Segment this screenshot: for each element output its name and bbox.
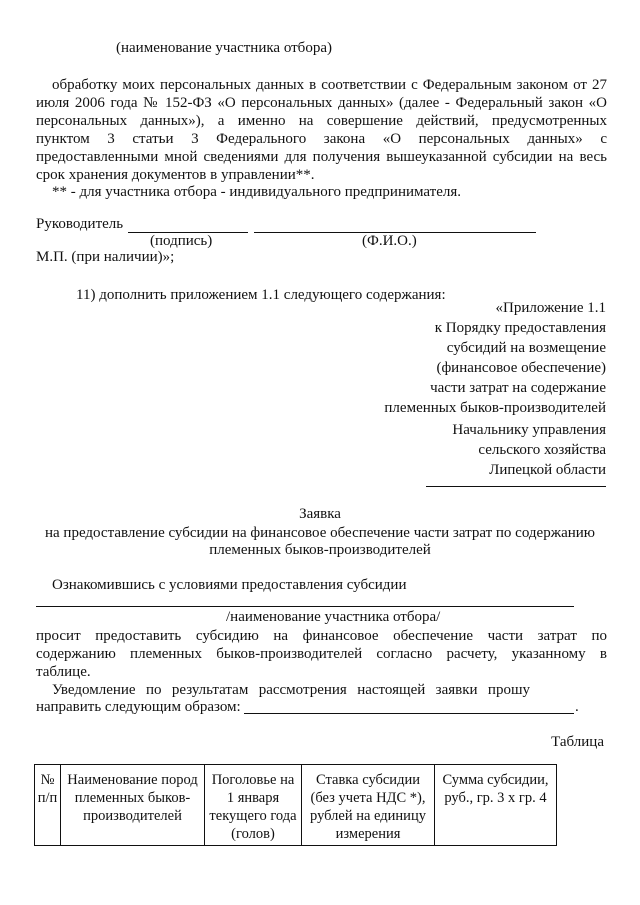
subsidy-table (34, 764, 557, 846)
participant-name-line[interactable] (36, 606, 574, 607)
notification-line: Уведомление по результатам рассмотрения настоящей заявки прошу (52, 682, 530, 698)
notification-end: . (575, 699, 579, 715)
appendix-line: части затрат на содержание (430, 380, 606, 396)
addressee-line: сельского хозяйства (478, 442, 606, 458)
fio-caption: (Ф.И.О.) (362, 233, 417, 249)
application-title: Заявка (299, 506, 341, 522)
appendix-line: субсидий на возмещение (446, 340, 606, 356)
application-subtitle: на предоставление субсидии на финансовое обеспечение части затрат по содержанию (45, 525, 595, 541)
appendix-line: «Приложение 1.1 (495, 300, 606, 316)
request-paragraph (36, 627, 607, 681)
addressee (452, 420, 606, 480)
head-label: Руководитель (36, 216, 124, 232)
appendix-line: к Порядку предоставления (434, 320, 606, 336)
table-header-row (35, 765, 557, 846)
participant-name-caption: (наименование участника отбора) (116, 40, 332, 56)
col-breed-header: Наименование пород племенных быков-производителей (61, 765, 205, 846)
acquainted-text: Ознакомившись с условиями предоставления субсидии (52, 577, 407, 593)
consent-line: июля 2006 года № 152-ФЗ «О персональных данных» (далее - Федеральный закон «О (36, 95, 607, 111)
appendix-header (384, 298, 606, 418)
col-headcount-header: Поголовье на 1 января текущего года (голов) (205, 765, 302, 846)
request-line: содержанию племенных быков-производителей согласно расчету, указанному в (36, 646, 607, 662)
col-rate-header: Ставка субсидии (без учета НДС *), рублей на единицу измерения (302, 765, 435, 846)
col-sum-header: Сумма субсидии, руб., гр. 3 х гр. 4 (435, 765, 557, 846)
consent-line: пунктом 3 статьи 3 Федерального закона «О персональных данных» с (36, 131, 607, 147)
seal-note: М.П. (при наличии)»; (36, 249, 175, 265)
consent-paragraph (36, 76, 607, 184)
table-label: Таблица (551, 734, 604, 750)
addressee-line: Начальнику управления (452, 422, 606, 438)
appendix-line: племенных быков-производителей (384, 400, 606, 416)
col-number-header: № п/п (35, 765, 61, 846)
footnote: ** - для участника отбора - индивидуального предпринимателя. (52, 184, 462, 200)
request-line: просит предоставить субсидию на финансовое обеспечение части затрат по (36, 628, 607, 644)
item-11-text: 11) дополнить приложением 1.1 следующего содержания: (76, 287, 446, 303)
addressee-name-line[interactable] (426, 486, 606, 487)
notification-paragraph (52, 681, 530, 699)
notification-line-2: направить следующим образом: (36, 699, 241, 715)
signature-caption: (подпись) (150, 233, 213, 249)
consent-line: обработку моих персональных данных в соответствии с Федеральным законом от 27 (52, 77, 607, 93)
appendix-line: (финансовое обеспечение) (436, 360, 606, 376)
notification-method-line[interactable] (244, 713, 574, 714)
participant-caption: /наименование участника отбора/ (226, 609, 441, 625)
addressee-line: Липецкой области (489, 462, 606, 478)
consent-line: персональных данных»), а именно на совершение действий, предусмотренных (36, 113, 607, 129)
application-subtitle: племенных быков-производителей (209, 542, 431, 558)
request-line: таблице. (36, 664, 91, 680)
consent-line: срок хранения документов в управлении**. (36, 167, 315, 183)
consent-line: предоставленными мной сведениями для получения вышеуказанной субсидии на весь (36, 149, 607, 165)
